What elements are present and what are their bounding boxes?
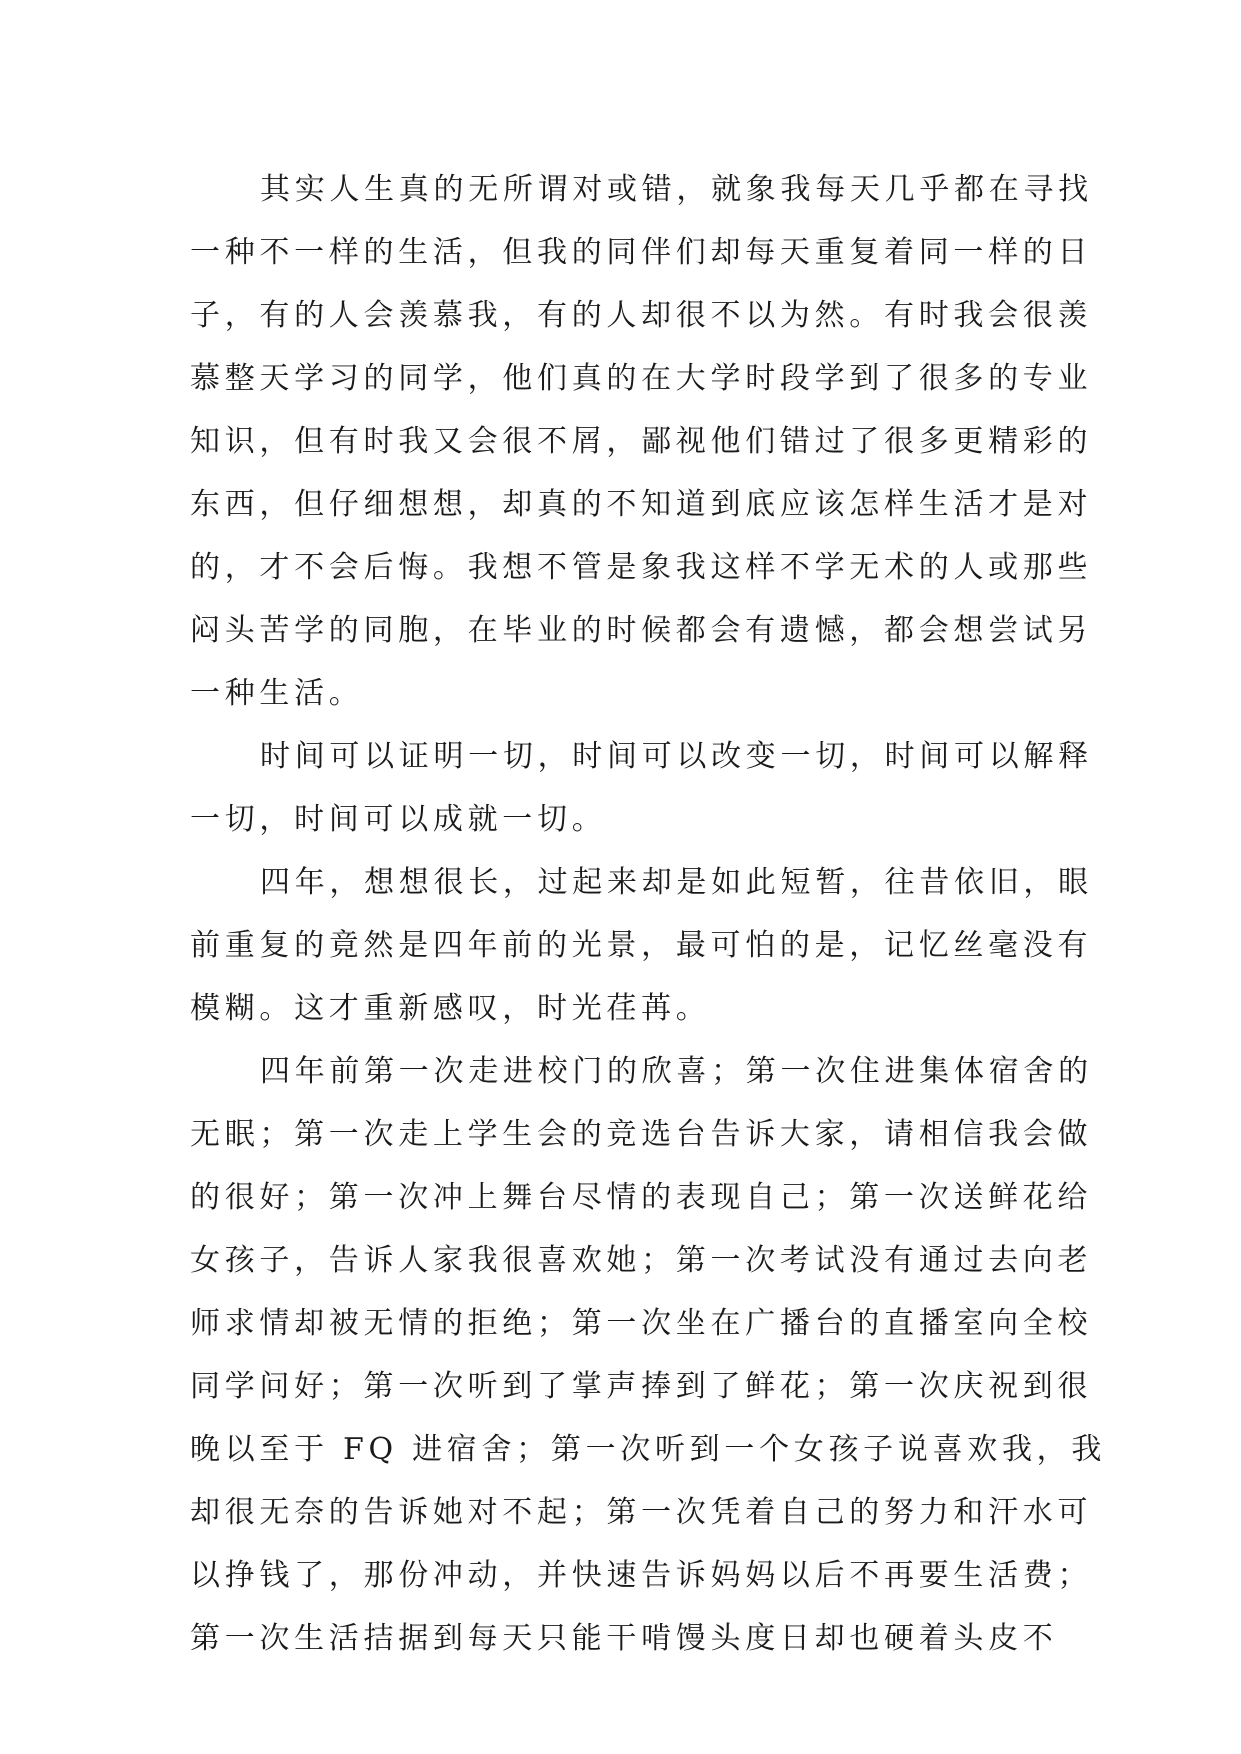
text-line: 师求情却被无情的拒绝；第一次坐在广播台的直播室向全校 [190,1306,1093,1341]
text-line: 四年，想想很长，过起来却是如此短暂，往昔依旧，眼 [260,865,1093,900]
text-line: 时间可以证明一切，时间可以改变一切，时间可以解释 [260,739,1093,774]
text-line: 知识，但有时我又会很不屑，鄙视他们错过了很多更精彩的 [190,424,1093,459]
document-body [190,158,1107,1670]
text-line: 的很好；第一次冲上舞台尽情的表现自己；第一次送鲜花给 [190,1180,1093,1215]
paragraph-1 [190,158,1093,725]
text-line: 一切，时间可以成就一切。 [190,802,607,837]
text-line: 一种不一样的生活，但我的同伴们却每天重复着同一样的日 [190,235,1093,270]
text-line: 第一次生活拮据到每天只能干啃馒头度日却也硬着头皮不 [190,1621,1058,1656]
text-line: 一种生活。 [190,676,364,711]
text-line: 女孩子，告诉人家我很喜欢她；第一次考试没有通过去向老 [190,1243,1093,1278]
text-line: 慕整天学习的同学，他们真的在大学时段学到了很多的专业 [190,361,1093,396]
text-line: 四年前第一次走进校门的欣喜；第一次住进集体宿舍的 [260,1054,1093,1089]
text-line: 其实人生真的无所谓对或错，就象我每天几乎都在寻找 [260,172,1093,207]
text-line: 晚以至于 FQ 进宿舍；第一次听到一个女孩子说喜欢我，我 [190,1432,1107,1467]
text-line: 的，才不会后悔。我想不管是象我这样不学无术的人或那些 [190,550,1093,585]
text-line: 闷头苦学的同胞，在毕业的时候都会有遗憾，都会想尝试另 [190,613,1093,648]
text-line: 子，有的人会羡慕我，有的人却很不以为然。有时我会很羡 [190,298,1093,333]
paragraph-3 [190,851,1093,1040]
text-line: 却很无奈的告诉她对不起；第一次凭着自己的努力和汗水可 [190,1495,1093,1530]
text-line: 同学问好；第一次听到了掌声捧到了鲜花；第一次庆祝到很 [190,1369,1093,1404]
text-line: 模糊。这才重新感叹，时光荏苒。 [190,991,711,1026]
text-line: 东西，但仔细想想，却真的不知道到底应该怎样生活才是对 [190,487,1093,522]
paragraph-2 [190,725,1093,851]
text-line: 以挣钱了，那份冲动，并快速告诉妈妈以后不再要生活费； [190,1558,1093,1593]
paragraph-4 [190,1040,1107,1670]
text-line: 无眠；第一次走上学生会的竞选台告诉大家，请相信我会做 [190,1117,1093,1152]
text-line: 前重复的竟然是四年前的光景，最可怕的是，记忆丝毫没有 [190,928,1093,963]
